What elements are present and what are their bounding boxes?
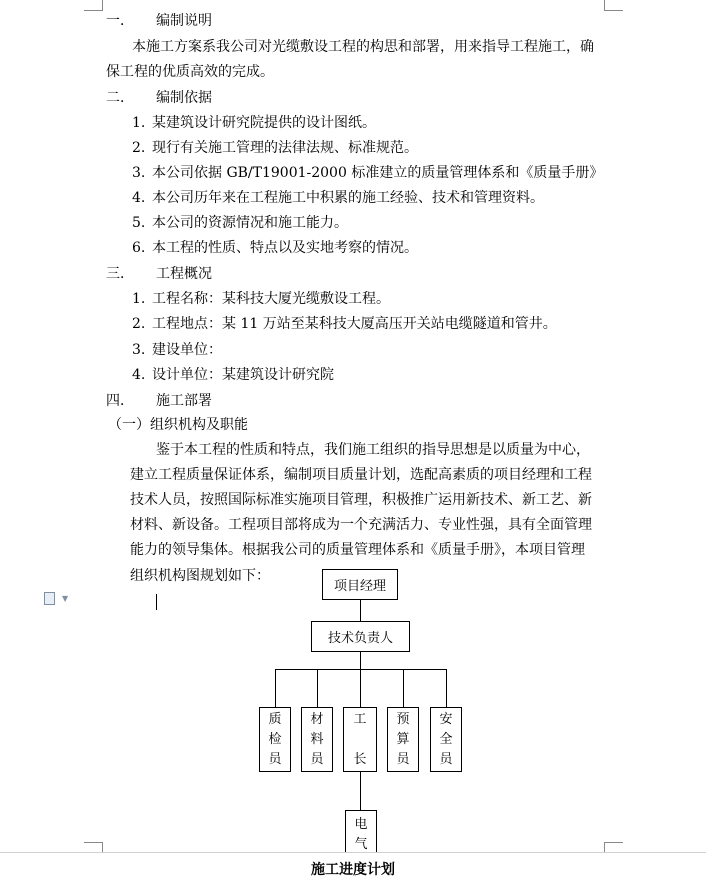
org-node-project-manager: 项目经理: [322, 569, 398, 600]
list-number: 4.: [132, 190, 146, 206]
list-number: 2.: [132, 140, 146, 156]
list-item: [132, 314, 557, 334]
list-text: 本公司依据 GB/T19001-2000 标准建立的质量管理体系和《质量手册》: [152, 165, 604, 181]
connector-line: [360, 600, 361, 621]
node-char: [358, 730, 362, 750]
list-text: 本公司历年来在工程施工中积累的施工经验、技术和管理资料。: [152, 190, 544, 206]
list-number: 1.: [132, 291, 146, 307]
org-node-quality-inspector: [259, 707, 291, 772]
node-char: 气: [354, 837, 368, 852]
list-number: 5.: [132, 215, 146, 231]
list-item: [132, 289, 390, 309]
node-char: 材: [310, 711, 324, 727]
org-node-electrical: [345, 810, 377, 852]
paragraph-line: 保工程的优质高效的完成。: [106, 64, 274, 80]
paragraph-line: 能力的领导集体。根据我公司的质量管理体系和《质量手册》，本项目管理: [130, 542, 585, 558]
paragraph-line: 组织机构图规划如下：: [130, 568, 270, 584]
connector-line: [446, 669, 447, 707]
section-number: 二．: [106, 90, 134, 106]
connector-line: [275, 669, 276, 707]
connector-line: [317, 669, 318, 707]
section-title: 施工部署: [156, 393, 212, 409]
margin-corner-top-right: [604, 0, 623, 11]
list-item: [132, 238, 418, 258]
list-text: 工程名称：某科技大厦光缆敷设工程。: [152, 291, 390, 307]
connector-line: [275, 669, 447, 670]
node-char: 员: [439, 751, 453, 767]
node-char: 员: [310, 751, 324, 767]
list-item: [132, 365, 334, 385]
section-number: 四．: [106, 393, 134, 409]
margin-corner-top-left: [84, 0, 103, 11]
section-number: 三．: [106, 266, 134, 282]
list-number: 3.: [132, 165, 146, 181]
node-char: 电: [354, 817, 368, 832]
section-title: 编制依据: [156, 90, 212, 106]
paragraph-line: 技术人员，按照国际标准实施项目管理，积极推广运用新技术、新工艺、新: [130, 492, 592, 508]
node-char: 全: [439, 731, 453, 747]
subsection-title: （一）组织机构及职能: [108, 417, 248, 433]
list-text: 现行有关施工管理的法律法规、标准规范。: [152, 140, 418, 156]
next-page-title: 施工进度计划: [311, 862, 395, 878]
list-item: [132, 340, 222, 360]
section-heading: [106, 11, 212, 31]
document-icon[interactable]: [44, 592, 55, 605]
section-heading: [106, 264, 212, 284]
node-char: 质: [268, 711, 282, 727]
list-text: 建设单位：: [152, 342, 222, 358]
list-item: [132, 188, 544, 208]
paragraph-line: 材料、新设备。工程项目部将成为一个充满活力、专业性强，具有全面管理: [130, 517, 592, 533]
list-number: 3.: [132, 342, 146, 358]
text-cursor: [156, 594, 157, 610]
list-text: 设计单位：某建筑设计研究院: [152, 367, 334, 383]
list-number: 2.: [132, 316, 146, 332]
section-title: 工程概况: [156, 266, 212, 282]
section-number: 一．: [106, 13, 134, 29]
node-char: 员: [268, 751, 282, 767]
node-char: 检: [268, 731, 282, 747]
node-char: 预: [396, 711, 410, 727]
dropdown-arrow-icon[interactable]: ▼: [62, 594, 69, 603]
org-node-materials-clerk: [301, 707, 333, 772]
list-item: [132, 163, 603, 183]
org-node-foreman: [343, 707, 377, 772]
org-node-budget-clerk: [387, 707, 419, 772]
node-char: 算: [396, 731, 410, 747]
section-heading: [106, 391, 212, 411]
list-item: [132, 213, 348, 233]
node-char: 料: [310, 731, 324, 747]
list-number: 6.: [132, 240, 146, 256]
section-heading: [106, 88, 212, 108]
connector-line: [403, 669, 404, 707]
node-char: 安: [439, 711, 453, 727]
list-text: 某建筑设计研究院提供的设计图纸。: [152, 115, 376, 131]
list-text: 工程地点：某 11 万站至某科技大厦高压开关站电缆隧道和管井。: [152, 316, 557, 332]
paragraph-line: 建立工程质量保证体系，编制项目质量计划，选配高素质的项目经理和工程: [130, 467, 592, 483]
paragraph-line: 鉴于本工程的性质和特点，我们施工组织的指导思想是以质量为中心，: [156, 442, 590, 458]
org-node-technical-lead: 技术负责人: [311, 621, 410, 652]
org-node-safety-officer: [430, 707, 462, 772]
node-char: 长: [353, 751, 367, 767]
list-item: [132, 138, 418, 158]
connector-line: [360, 669, 361, 707]
node-char: 工: [353, 711, 367, 727]
node-char: 员: [396, 751, 410, 767]
section-title: 编制说明: [156, 13, 212, 29]
list-item: [132, 113, 376, 133]
paragraph-line: 本施工方案系我公司对光缆敷设工程的构思和部署，用来指导工程施工，确: [132, 39, 594, 55]
list-number: 1.: [132, 115, 146, 131]
page-break: [0, 852, 706, 853]
list-number: 4.: [132, 367, 146, 383]
list-text: 本工程的性质、特点以及实地考察的情况。: [152, 240, 418, 256]
connector-line: [360, 772, 361, 810]
list-text: 本公司的资源情况和施工能力。: [152, 215, 348, 231]
connector-line: [360, 652, 361, 669]
